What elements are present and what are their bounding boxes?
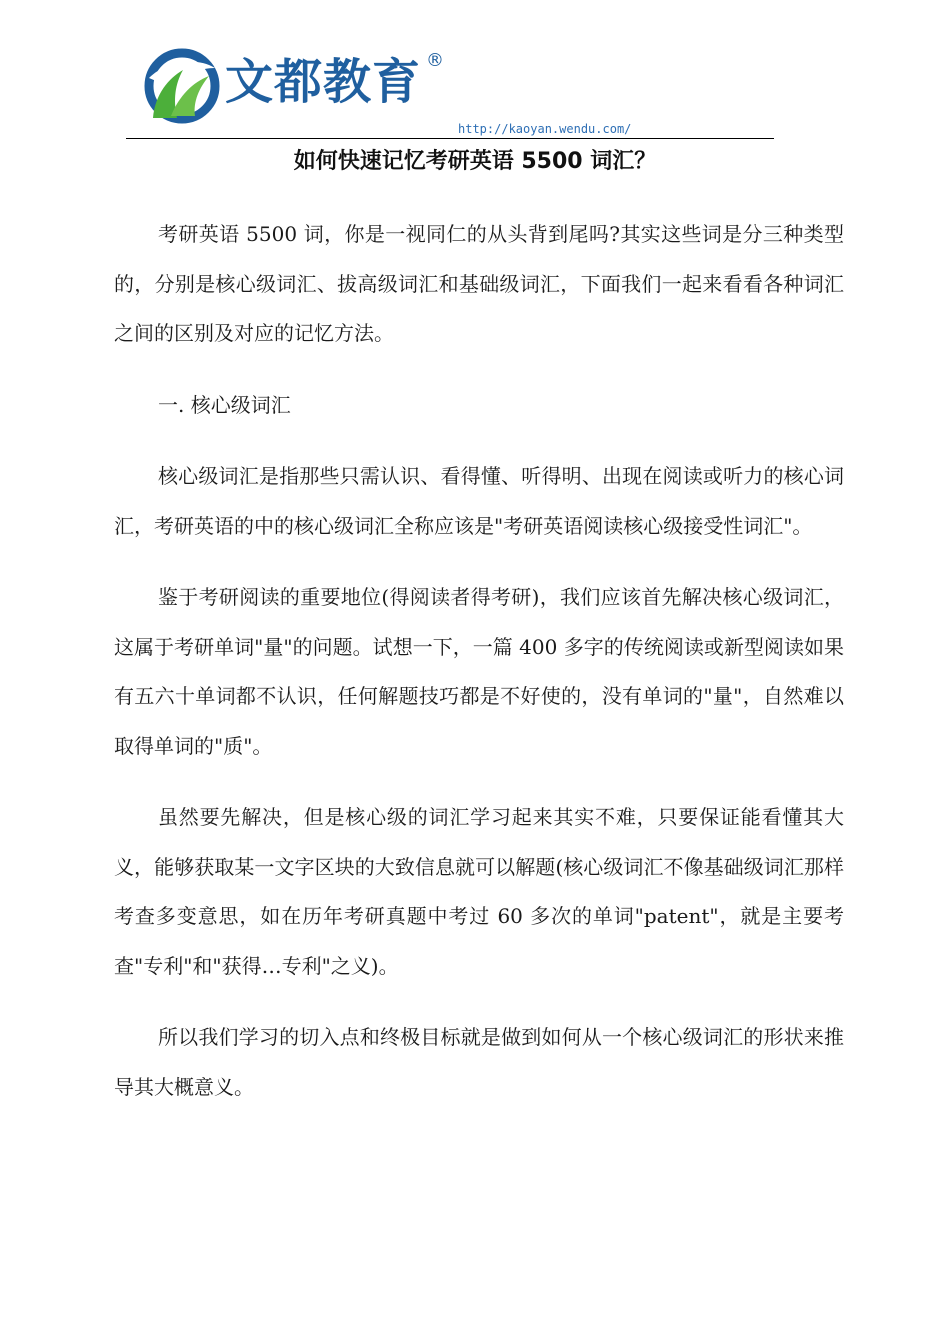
header-url-link[interactable]: http://kaoyan.wendu.com/ [458, 122, 632, 136]
paragraph-learning-approach: 虽然要先解决，但是核心级的词汇学习起来其实不难，只要保证能看懂其大义，能够获取某一文字区块的大致信息就可以解题(核心级词汇不像基础级词汇那样考查多变意思，如在历年考研真题中考过 60 多次的单词"patent"，就是主要考查"专利"和"获得…专利"之义)。 [114, 805, 844, 978]
brand-name: 文都教育 [225, 54, 422, 110]
header-divider [126, 138, 774, 139]
registered-mark: ® [426, 50, 444, 71]
document-title: 如何快速记忆考研英语 5500 词汇？ [293, 149, 657, 174]
paragraph-intro: 考研英语 5500 词，你是一视同仁的从头背到尾吗?其实这些词是分三种类型的，分别是核心级词汇、拔高级词汇和基础级词汇，下面我们一起来看看各种词汇之间的区别及对应的记忆方法。 [114, 222, 844, 345]
brand-logo[interactable] [143, 46, 453, 126]
section-heading-core-vocabulary: 一. 核心级词汇 [158, 392, 291, 417]
paragraph-core-definition: 核心级词汇是指那些只需认识、看得懂、听得明、出现在阅读或听力的核心词汇，考研英语的中的核心级词汇全称应该是"考研英语阅读核心级接受性词汇"。 [114, 464, 844, 538]
document-body [114, 210, 844, 1134]
paragraph-conclusion: 所以我们学习的切入点和终极目标就是做到如何从一个核心级词汇的形状来推导其大概意义。 [114, 1025, 844, 1099]
paragraph-reading-importance: 鉴于考研阅读的重要地位(得阅读者得考研)，我们应该首先解决核心级词汇，这属于考研单词"量"的问题。试想一下，一篇 400 多字的传统阅读或新型阅读如果有五六十单词都不认识，任何解题技巧都是不好使的，没有单词的"量"，自然难以取得单词的"质"。 [114, 585, 844, 758]
wendu-swirl-logo-icon [143, 48, 221, 124]
page-header [0, 0, 950, 150]
